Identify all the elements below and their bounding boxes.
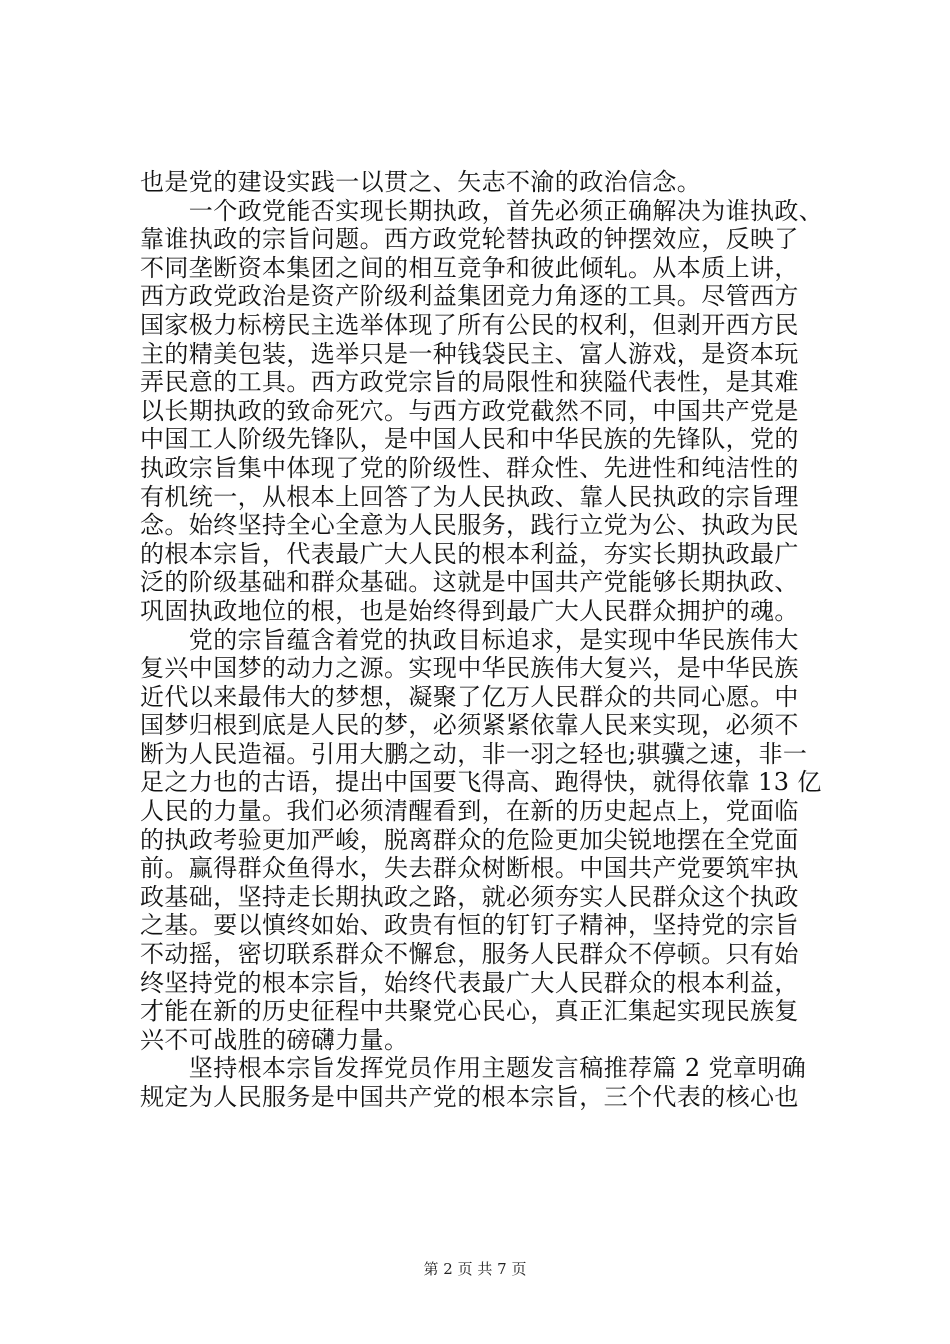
text-line: 念。始终坚持全心全意为人民服务，践行立党为公、执政为民 — [140, 511, 799, 540]
text-line: 政基础，坚持走长期执政之路，就必须夯实人民群众这个执政 — [140, 882, 799, 911]
text-line: 西方政党政治是资产阶级利益集团竞力角逐的工具。尽管西方 — [140, 282, 799, 311]
text-line: 之基。要以慎终如始、政贵有恒的钉钉子精神，坚持党的宗旨 — [140, 911, 799, 940]
text-line: 坚持根本宗旨发挥党员作用主题发言稿推荐篇 2 党章明确 — [140, 1054, 807, 1083]
text-line: 中国工人阶级先锋队，是中国人民和中华民族的先锋队，党的 — [140, 425, 799, 454]
text-line: 泛的阶级基础和群众基础。这就是中国共产党能够长期执政、 — [140, 568, 799, 597]
text-line: 近代以来最伟大的梦想，凝聚了亿万人民群众的共同心愿。中 — [140, 682, 799, 711]
text-line: 不同垄断资本集团之间的相互竞争和彼此倾轧。从本质上讲， — [140, 253, 799, 282]
text-line: 党的宗旨蕴含着党的执政目标追求，是实现中华民族伟大 — [140, 625, 799, 654]
text-line: 国家极力标榜民主选举体现了所有公民的权利，但剥开西方民 — [140, 310, 799, 339]
text-line: 断为人民造福。引用大鹏之动，非一羽之轻也;骐骥之速，非一 — [140, 739, 808, 768]
text-line: 也是党的建设实践一以贯之、矢志不渝的政治信念。 — [140, 168, 702, 196]
text-line: 前。赢得群众鱼得水，失去群众树断根。中国共产党要筑牢执 — [140, 854, 799, 883]
text-line: 主的精美包装，选举只是一种钱袋民主、富人游戏，是资本玩 — [140, 339, 799, 368]
body-text — [140, 168, 840, 1112]
text-line: 有机统一，从根本上回答了为人民执政、靠人民执政的宗旨理 — [140, 482, 799, 511]
text-line: 的执政考验更加严峻，脱离群众的危险更加尖锐地摆在全党面 — [140, 825, 799, 854]
text-line: 以长期执政的致命死穴。与西方政党截然不同，中国共产党是 — [140, 396, 799, 425]
page-footer — [0, 1259, 950, 1279]
text-line: 一个政党能否实现长期执政，首先必须正确解决为谁执政、 — [140, 196, 824, 225]
text-line: 国梦归根到底是人民的梦，必须紧紧依靠人民来实现，必须不 — [140, 711, 799, 740]
text-line: 终坚持党的根本宗旨，始终代表最广大人民群众的根本利益， — [140, 968, 799, 997]
text-line: 规定为人民服务是中国共产党的根本宗旨，三个代表的核心也 — [140, 1083, 799, 1111]
text-line: 复兴中国梦的动力之源。实现中华民族伟大复兴，是中华民族 — [140, 654, 799, 683]
text-line: 的根本宗旨，代表最广大人民的根本利益，夯实长期执政最广 — [140, 539, 799, 568]
text-line: 弄民意的工具。西方政党宗旨的局限性和狭隘代表性，是其难 — [140, 368, 799, 397]
text-line: 执政宗旨集中体现了党的阶级性、群众性、先进性和纯洁性的 — [140, 453, 799, 482]
text-line: 巩固执政地位的根，也是始终得到最广大人民群众拥护的魂。 — [140, 596, 799, 625]
text-line: 才能在新的历史征程中共聚党心民心，真正汇集起实现民族复 — [140, 997, 799, 1026]
text-line: 兴不可战胜的磅礴力量。 — [140, 1025, 409, 1054]
text-line: 人民的力量。我们必须清醒看到，在新的历史起点上，党面临 — [140, 797, 799, 826]
page-number-label: 第 2 页 共 7 页 — [423, 1260, 527, 1278]
text-line: 不动摇，密切联系群众不懈怠，服务人民群众不停顿。只有始 — [140, 940, 799, 969]
text-line: 足之力也的古语，提出中国要飞得高、跑得快，就得依靠 13 亿 — [140, 768, 822, 797]
text-line: 靠谁执政的宗旨问题。西方政党轮替执政的钟摆效应，反映了 — [140, 225, 799, 254]
